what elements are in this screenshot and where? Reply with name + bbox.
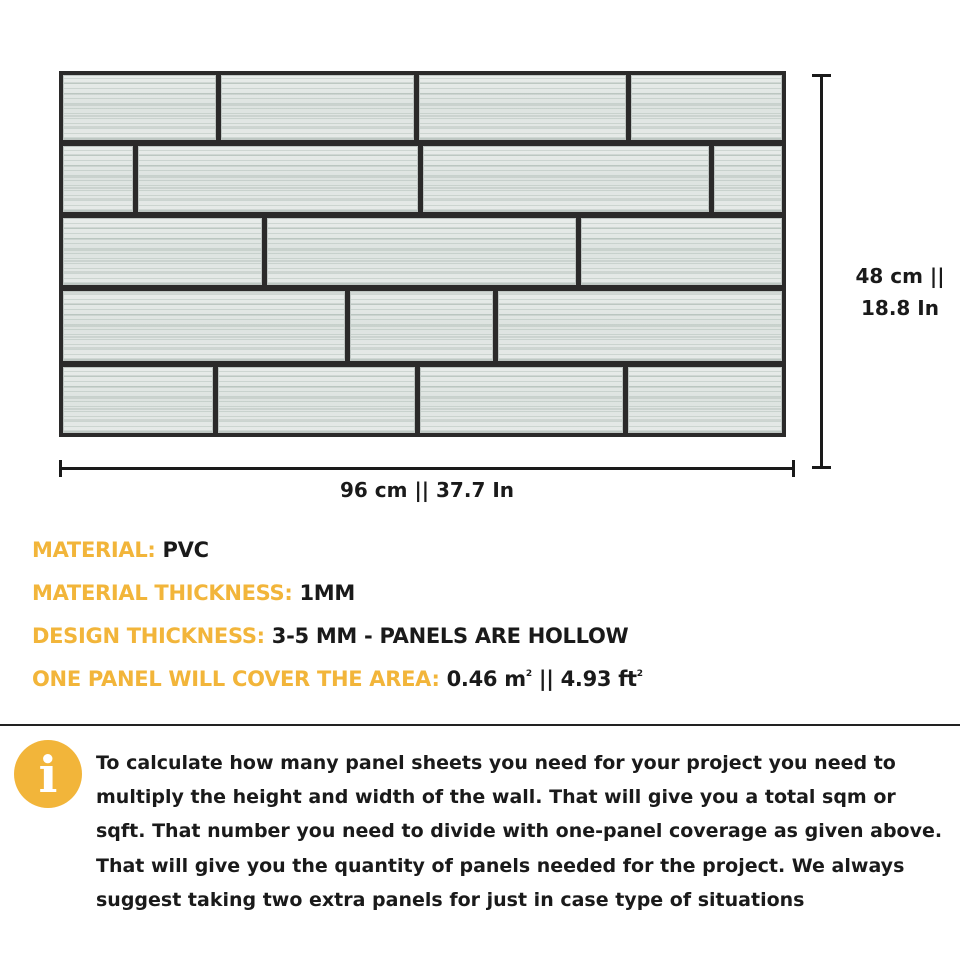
info-icon-glyph: i [38, 744, 58, 804]
height-label-line1: 48 cm || [855, 264, 945, 288]
plank-row [63, 218, 782, 285]
spec-design-value: 3-5 MM - PANELS ARE HOLLOW [271, 624, 629, 648]
spec-area-key: ONE PANEL WILL COVER THE AREA: [32, 667, 440, 691]
plank [714, 146, 782, 212]
plank-row [63, 367, 782, 433]
info-icon [14, 740, 82, 808]
plank-row [63, 146, 782, 212]
spec-design-key: DESIGN THICKNESS: [32, 624, 265, 648]
spec-area-value [447, 667, 643, 691]
plank [631, 75, 782, 140]
plank [138, 146, 418, 212]
height-dimension-cap-bottom [812, 466, 831, 469]
plank-row [63, 291, 782, 361]
plank [350, 291, 493, 361]
plank [498, 291, 782, 361]
plank [218, 367, 415, 433]
spec-thickness-key: MATERIAL THICKNESS: [32, 581, 293, 605]
plank [423, 146, 709, 212]
plank [420, 367, 623, 433]
plank [63, 75, 216, 140]
plank [63, 367, 213, 433]
spec-material [32, 538, 209, 562]
height-dimension-line [820, 76, 823, 468]
area-imperial: || 4.93 ft [531, 667, 637, 691]
width-label: 96 cm || 37.7 In [339, 478, 514, 502]
plank-row [63, 75, 782, 140]
plank [221, 75, 414, 140]
width-dimension-line [59, 467, 795, 470]
spec-design-thickness [32, 624, 628, 648]
width-dimension-cap-left [59, 460, 62, 477]
area-imperial-exponent: 2 [636, 669, 643, 679]
spec-material-value: PVC [162, 538, 209, 562]
plank [63, 291, 345, 361]
plank [419, 75, 626, 140]
width-dimension-cap-right [792, 460, 795, 477]
spec-coverage-area [32, 667, 643, 691]
spec-thickness-value: 1MM [299, 581, 355, 605]
spec-material-key: MATERIAL: [32, 538, 156, 562]
plank [628, 367, 782, 433]
height-label [840, 260, 960, 324]
plank [63, 218, 262, 285]
area-metric-exponent: 2 [525, 669, 532, 679]
plank [581, 218, 782, 285]
height-label-line2: 18.8 In [861, 296, 939, 320]
plank [267, 218, 576, 285]
spec-material-thickness [32, 581, 355, 605]
height-dimension-cap-top [812, 74, 831, 77]
plank [63, 146, 133, 212]
section-divider [0, 724, 960, 726]
area-metric: 0.46 m [446, 667, 526, 691]
wood-panel-image [59, 71, 786, 437]
info-text: To calculate how many panel sheets you need for your project you need to multiply the height and width of the wall. That will give you a total sqm or sqft. That number you need to divide with one-panel coverage as given above. That will give you the quantity of panels needed for the project. We always suggest taking two extra panels for just in case type of situations [96, 752, 943, 911]
